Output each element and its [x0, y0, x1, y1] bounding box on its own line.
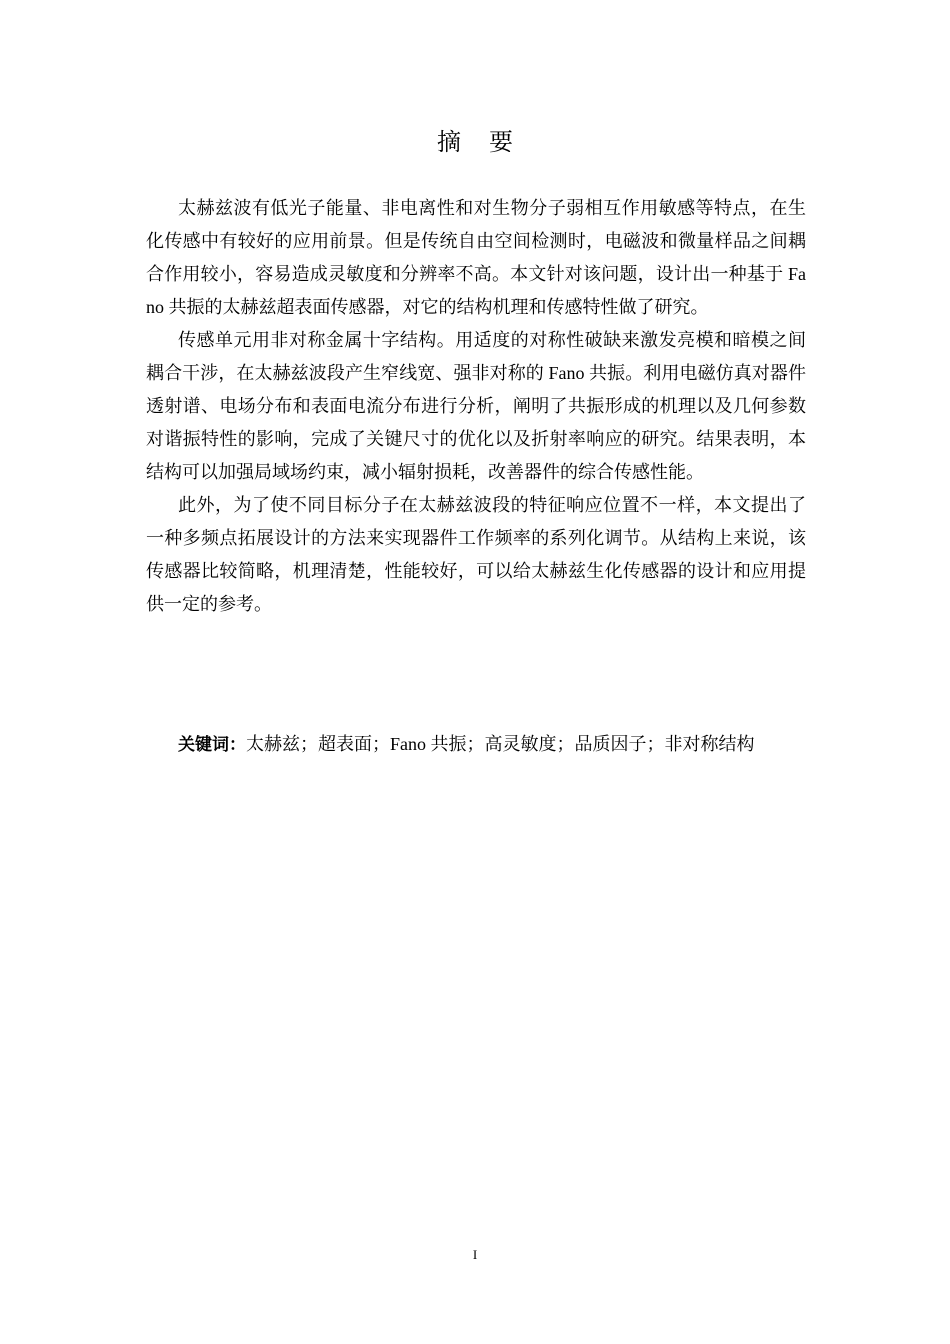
abstract-body	[146, 192, 806, 621]
abstract-paragraph: 太赫兹波有低光子能量、非电离性和对生物分子弱相互作用敏感等特点，在生化传感中有较好的应用前景。但是传统自由空间检测时，电磁波和微量样品之间耦合作用较小，容易造成灵敏度和分辨率不高。本文针对该问题，设计出一种基于 Fano 共振的太赫兹超表面传感器，对它的结构机理和传感特性做了研究。	[146, 198, 806, 317]
page-number: I	[472, 1247, 478, 1262]
abstract-paragraph: 此外，为了使不同目标分子在太赫兹波段的特征响应位置不一样，本文提出了一种多频点拓展设计的方法来实现器件工作频率的系列化调节。从结构上来说，该传感器比较简略，机理清楚，性能较好，可以给太赫兹生化传感器的设计和应用提供一定的参考。	[146, 495, 806, 614]
abstract-title: 摘要	[437, 128, 541, 156]
abstract-paragraph: 传感单元用非对称金属十字结构。用适度的对称性破缺来激发亮模和暗模之间耦合干涉，在太赫兹波段产生窄线宽、强非对称的 Fano 共振。利用电磁仿真对器件透射谱、电场分布和表面电流分布进行分析，阐明了共振形成的机理以及几何参数对谐振特性的影响，完成了关键尺寸的优化以及折射率响应的研究。结果表明，本结构可以加强局域场约束，减小辐射损耗，改善器件的综合传感性能。	[146, 330, 806, 482]
keywords-label: 关键词：	[178, 735, 246, 755]
keywords-line	[178, 728, 818, 762]
keywords-text: 太赫兹；超表面；Fano 共振；高灵敏度；品质因子；非对称结构	[246, 734, 755, 754]
